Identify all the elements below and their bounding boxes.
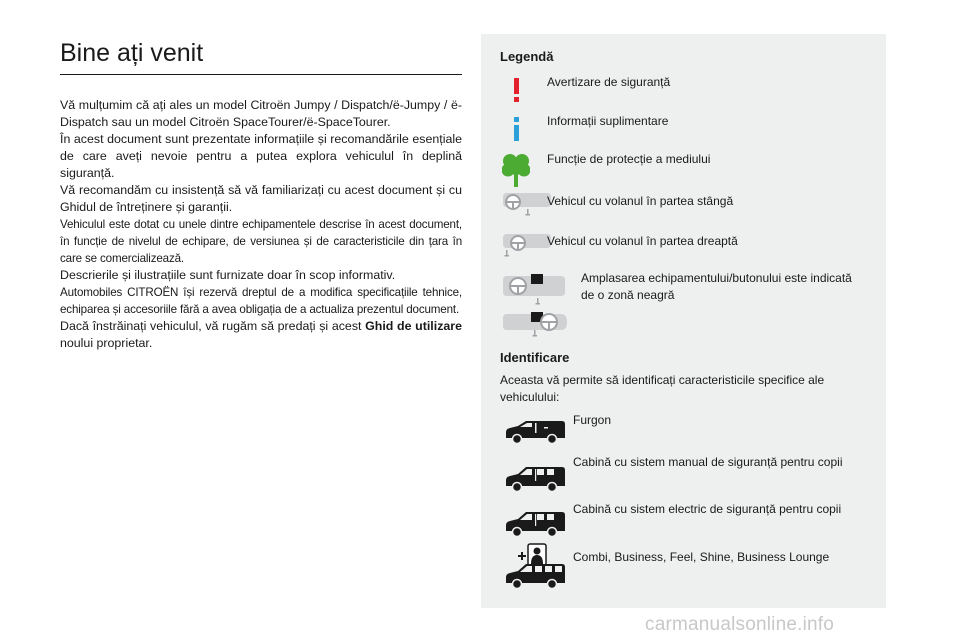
intro-paragraph: Vehiculul este dotat cu unele dintre echipamentele descrise în acest document, în funcție de nivelul de echipare, de versiunea și de caracteristicile din țara în care se comercializează.: [60, 218, 462, 265]
intro-paragraph: Descrierile și ilustrațiile sunt furnizate doar în scop informativ.: [60, 268, 396, 282]
watermark: carmanualsonline.info: [645, 614, 835, 635]
intro-column: [60, 36, 462, 352]
intro-paragraph: Vă mulțumim că ați ales un model Citroën Jumpy / Dispatch/ë-Jumpy / ë-Dispatch sau un model Citroën SpaceTourer/ë-SpaceTourer.: [60, 98, 462, 129]
intro-paragraph: Dacă înstrăinați vehiculul, vă rugăm să predați și acest Ghid de utilizare noului proprietar.: [60, 319, 462, 350]
combi-icon: [504, 563, 566, 589]
identification-description: Aceasta vă permite să identificați caracteristicile specifice ale vehiculului:: [500, 373, 825, 404]
cab-manual-child-lock-icon: [504, 466, 566, 492]
intro-paragraph: În acest document sunt prezentate informațiile și recomandările esențiale de care aveți nevoie pentru a putea explora vehiculul în deplină siguranță.: [60, 132, 462, 180]
legend-heading: Legendă: [500, 49, 554, 64]
page-title: Bine ați venit: [60, 39, 204, 67]
intro-paragraph: Automobiles CITROËN își rezervă dreptul de a modifica specificațiile tehnice, echiparea și accesoriile fără a avea obligația de a actualiza prezentul document.: [60, 286, 462, 316]
eco-tree-icon: [502, 153, 530, 187]
left-hand-drive-icon: [501, 193, 553, 223]
title-divider: [60, 74, 462, 75]
van-icon: [504, 420, 566, 444]
identification-heading: Identificare: [500, 350, 570, 365]
warning-exclamation-icon: [511, 78, 523, 102]
user-guide-name: Ghid de utilizare: [365, 319, 462, 333]
equipment-location-icon: [501, 272, 571, 338]
intro-paragraph: Vă recomandăm cu insistență să vă familiarizați cu acest document și cu Ghidul de întreținere și garanții.: [60, 183, 462, 214]
info-icon: [511, 117, 523, 141]
right-hand-drive-icon: [501, 234, 553, 264]
legend-panel: Legendă Avertizare de siguranță Informații suplimentare Funcție de protecție a mediului Vehicul cu volanul în partea stângă Vehicul cu volanul în partea dreaptă Amplasarea echipamentului/butonului este indicată de o zonă neagră Identificare Aceasta vă permite să identificați caracteristicile specifice ale vehiculului: Furgon Cabină cu sistem manual de siguranță pentru copii Cabină cu sistem electric de siguranță pentru copii Combi, Business, Feel, Shine, Business Lounge: [481, 34, 886, 608]
intro-text: [60, 97, 462, 352]
